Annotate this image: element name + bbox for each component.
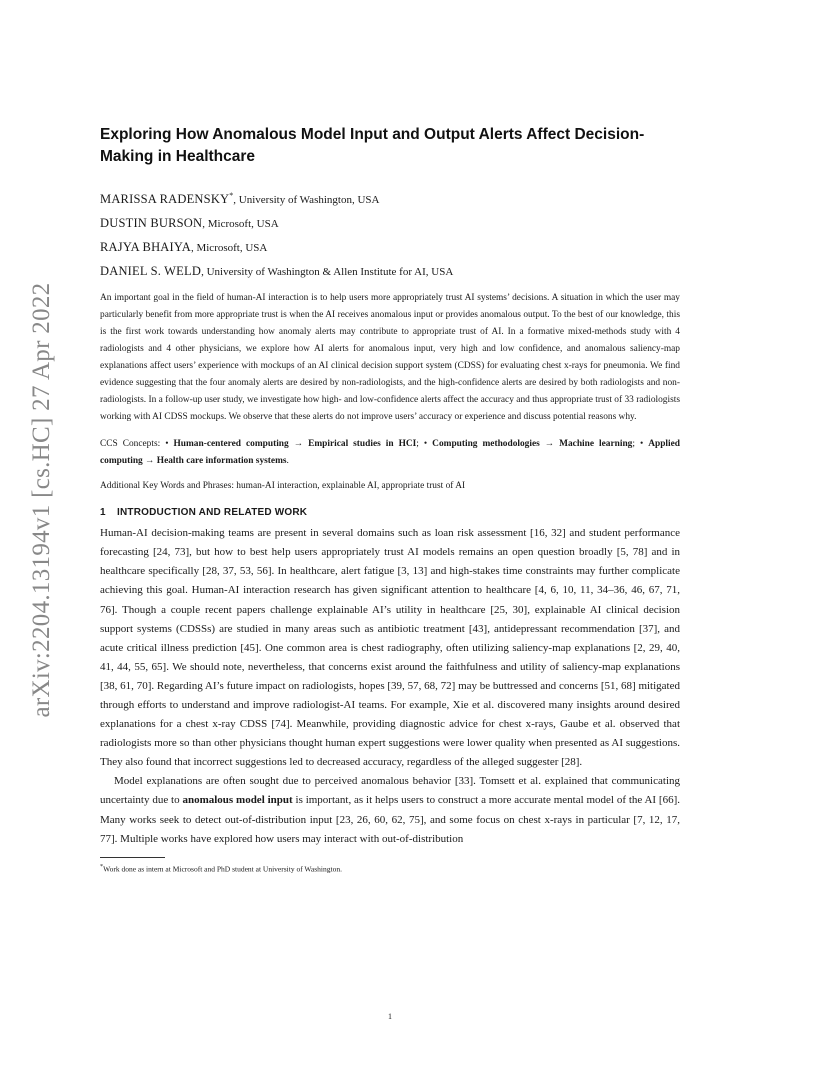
author-entry — [100, 216, 680, 232]
author-entry — [100, 188, 680, 208]
author-entry — [100, 240, 680, 256]
author-affiliation: , University of Washington & Allen Institute for AI, USA — [201, 266, 454, 279]
keywords: Additional Key Words and Phrases: human-AI interaction, explainable AI, appropriate trust of AI — [100, 481, 466, 492]
ccs-concepts — [100, 436, 680, 470]
section-number: 1 — [100, 507, 106, 519]
paper-page — [100, 120, 681, 1021]
section-title: INTRODUCTION AND RELATED WORK — [117, 507, 308, 519]
ccs-separator: ; • — [632, 439, 649, 450]
author-name: RAJYA BHAIYA — [100, 240, 191, 255]
ccs-concept: Applied computing → Health care information systems — [100, 439, 681, 467]
page-number: 1 — [388, 1012, 392, 1021]
author-affiliation: , Microsoft, USA — [190, 242, 268, 255]
author-affiliation: , Microsoft, USA — [202, 218, 279, 231]
author-footnote-mark: * — [229, 191, 234, 200]
paragraph-text: is important, as it helps users to construct a more accurate mental model of the AI [66]. Many works seek to detect out-of-distribution input [23, 26, 60, 62, 75], and some focus on chest x-rays in particular [7, 12, 17, 77]. Multiple works have explored how users may interact with out-of-distribution — [100, 794, 681, 845]
author-name: MARISSA RADENSKY — [100, 192, 230, 207]
author-entry — [100, 264, 680, 280]
footnote — [100, 862, 680, 875]
paragraph-text: Model explanations are often sought due to perceived anomalous behavior [33]. Tomsett et al. explained that communicating uncertainty due to — [100, 775, 680, 807]
footnote-divider — [100, 857, 165, 858]
section-heading — [100, 507, 680, 518]
author-name: DUSTIN BURSON — [100, 216, 203, 231]
arxiv-identifier-stamp: arXiv:2204.13194v1 [cs.HC] 27 Apr 2022 — [28, 282, 55, 718]
ccs-concept: Computing methodologies → Machine learning — [432, 439, 633, 450]
footnote-mark: * — [100, 862, 104, 870]
author-name: DANIEL S. WELD — [100, 264, 202, 279]
ccs-lead: CCS Concepts: • — [100, 439, 174, 450]
paper-title: Exploring How Anomalous Model Input and Output Alerts Affect Decision-Making in Healthcare — [100, 126, 645, 165]
author-affiliation: , University of Washington, USA — [233, 194, 380, 207]
ccs-separator: ; • — [416, 439, 433, 450]
body-paragraph — [100, 772, 680, 848]
body-paragraph: Human-AI decision-making teams are present in several domains such as loan risk assessment [16, 32] and student performance forecasting [24, 73], but how to best help users appropriately trust AI models remains an open question broadly [5, 78] and in healthcare specifically [28, 37, 53, 56]. In healthcare, alert fatigue [3, 13] and high-stakes time constraints may further complicate achieving this goal. Human-AI interaction research has given significant attention to healthcare [4, 6, 10, 11, 34–36, 46, 67, 71, 76]. Though a couple recent papers challenge explainable AI’s utility in healthcare [25, 30], explainable AI clinical decision support systems (CDSSs) are studied in many areas such as antibiotic treatment [43], antidepressant recommendation [37], and acute critical illness prediction [45]. One common area is chest radiography, often utilizing saliency-map explanations [2, 29, 40, 41, 44, 55, 65]. We should note, nevertheless, that concerns exist around the faithfulness and utility of saliency-map explanations [38, 61, 70]. Regarding AI’s future impact on radiologists, hopes [39, 57, 68, 72] may be buttressed and concerns [51, 68] mitigated through efforts to understand and improve radiologist-AI teams. For example, Xie et al. discovered many insights around desired explanations for a chest x-ray CDSS [74]. Meanwhile, providing diagnostic advice for chest x-rays, Gaube et al. observed that radiologists more so than other physicians thought human expert suggestions were lower quality when presented as AI suggestions. They also found that incorrect suggestions led to decreased accuracy, regardless of the alleged suggester [28]. — [100, 527, 680, 769]
abstract: An important goal in the field of human-AI interaction is to help users more appropriately trust AI systems’ decisions. A situation in which the user may particularly benefit from more appropriate trust is when the AI receives anomalous input or provides anomalous output. To the best of our knowledge, this is the first work towards understanding how anomaly alerts may contribute to appropriate trust of AI. In a formative mixed-methods study with 4 radiologists and 4 other physicians, we explore how AI alerts for anomalous input, very high and low confidence, and anomalous saliency-map explanations affect users’ experience with mockups of an AI clinical decision support system (CDSS) for evaluating chest x-rays for pneumonia. We find evidence suggesting that the four anomaly alerts are desired by non-radiologists, and the high-confidence alerts are desired by both radiologists and non-radiologists. In a follow-up user study, we investigate how high- and low-confidence alerts affect the accuracy and thus appropriate trust of 33 radiologists working with AI CDSS mockups. We observe that these alerts do not improve users’ accuracy or experience and discuss potential reasons why. — [100, 293, 680, 423]
ccs-end: . — [286, 456, 289, 467]
emphasized-term: anomalous model input — [182, 794, 293, 807]
ccs-concept: Human-centered computing → Empirical studies in HCI — [173, 439, 417, 450]
author-list — [100, 188, 680, 280]
footnote-text: Work done as intern at Microsoft and PhD student at University of Washington. — [103, 864, 342, 874]
